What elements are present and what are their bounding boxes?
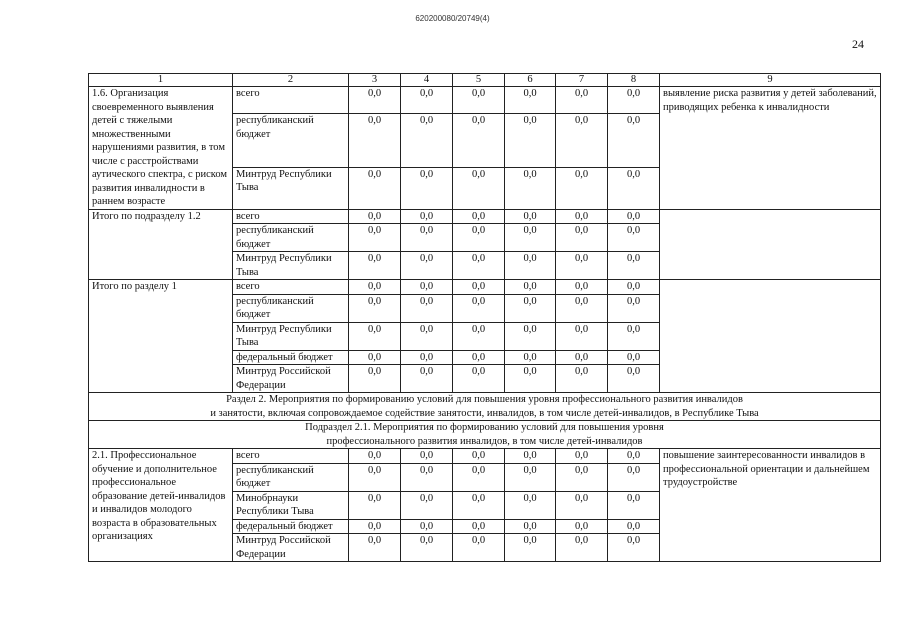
value-cell: 0,0 [401, 534, 453, 562]
value-cell: 0,0 [505, 350, 556, 365]
value-cell: 0,0 [349, 491, 401, 519]
value-cell: 0,0 [556, 519, 608, 534]
funding-source: республиканский бюджет [233, 224, 349, 252]
subsection-2-1-line-2: профессионального развития инвалидов, в том числе детей-инвалидов [326, 435, 643, 447]
value-cell: 0,0 [505, 322, 556, 350]
value-cell: 0,0 [556, 209, 608, 224]
value-cell: 0,0 [608, 519, 660, 534]
program-table [88, 73, 881, 562]
value-cell: 0,0 [608, 463, 660, 491]
table-row [89, 280, 881, 295]
expected-result [660, 209, 881, 280]
value-cell: 0,0 [556, 463, 608, 491]
value-cell: 0,0 [401, 252, 453, 280]
funding-source: Минтруд Российской Федерации [233, 365, 349, 393]
value-cell: 0,0 [608, 534, 660, 562]
value-cell: 0,0 [608, 252, 660, 280]
value-cell: 0,0 [349, 209, 401, 224]
value-cell: 0,0 [453, 209, 505, 224]
value-cell: 0,0 [556, 280, 608, 295]
value-cell: 0,0 [556, 252, 608, 280]
value-cell: 0,0 [401, 491, 453, 519]
value-cell: 0,0 [401, 463, 453, 491]
funding-source: Минтруд Российской Федерации [233, 534, 349, 562]
document-id: 620200080/20749(4) [415, 14, 490, 23]
table-row [89, 209, 881, 224]
value-cell: 0,0 [608, 294, 660, 322]
value-cell: 0,0 [349, 87, 401, 114]
value-cell: 0,0 [453, 365, 505, 393]
expected-result: выявление риска развития у детей заболеваний, приводящих ребенка к инвалидности [660, 87, 881, 210]
value-cell: 0,0 [556, 87, 608, 114]
measure-name: Итого по подразделу 1.2 [89, 209, 233, 280]
value-cell: 0,0 [349, 519, 401, 534]
value-cell: 0,0 [349, 350, 401, 365]
expected-result: повышение заинтересованности инвалидов в профессиональной ориентации и дальнейшем трудоустройстве [660, 449, 881, 562]
value-cell: 0,0 [608, 322, 660, 350]
value-cell: 0,0 [453, 463, 505, 491]
value-cell: 0,0 [556, 449, 608, 464]
expected-result [660, 280, 881, 393]
value-cell: 0,0 [505, 252, 556, 280]
funding-source: федеральный бюджет [233, 519, 349, 534]
value-cell: 0,0 [401, 114, 453, 167]
value-cell: 0,0 [401, 87, 453, 114]
value-cell: 0,0 [349, 534, 401, 562]
table-row [89, 449, 881, 464]
col-header: 8 [608, 74, 660, 87]
value-cell: 0,0 [401, 209, 453, 224]
value-cell: 0,0 [505, 294, 556, 322]
value-cell: 0,0 [608, 365, 660, 393]
value-cell: 0,0 [401, 519, 453, 534]
subsection-2-1-line-1: Подраздел 2.1. Мероприятия по формированию условий для повышения уровня [305, 422, 664, 433]
value-cell: 0,0 [349, 280, 401, 295]
funding-source: республиканский бюджет [233, 294, 349, 322]
value-cell: 0,0 [556, 167, 608, 209]
value-cell: 0,0 [556, 365, 608, 393]
value-cell: 0,0 [453, 224, 505, 252]
section-header-row [89, 393, 881, 421]
value-cell: 0,0 [401, 294, 453, 322]
value-cell: 0,0 [453, 294, 505, 322]
value-cell: 0,0 [505, 87, 556, 114]
col-header: 7 [556, 74, 608, 87]
value-cell: 0,0 [608, 449, 660, 464]
measure-name: 2.1. Профессиональное обучение и дополнительное профессиональное образование детей-инвалидов и инвалидов молодого возраста в образовательных организациях [89, 449, 233, 562]
value-cell: 0,0 [349, 449, 401, 464]
value-cell: 0,0 [608, 87, 660, 114]
value-cell: 0,0 [505, 365, 556, 393]
value-cell: 0,0 [608, 167, 660, 209]
value-cell: 0,0 [505, 114, 556, 167]
value-cell: 0,0 [349, 114, 401, 167]
col-header: 2 [233, 74, 349, 87]
value-cell: 0,0 [453, 114, 505, 167]
col-header: 1 [89, 74, 233, 87]
value-cell: 0,0 [608, 224, 660, 252]
value-cell: 0,0 [505, 463, 556, 491]
value-cell: 0,0 [505, 449, 556, 464]
funding-source: республиканский бюджет [233, 463, 349, 491]
value-cell: 0,0 [556, 114, 608, 167]
value-cell: 0,0 [608, 209, 660, 224]
value-cell: 0,0 [453, 252, 505, 280]
value-cell: 0,0 [453, 350, 505, 365]
value-cell: 0,0 [349, 463, 401, 491]
value-cell: 0,0 [453, 167, 505, 209]
value-cell: 0,0 [556, 322, 608, 350]
value-cell: 0,0 [401, 167, 453, 209]
col-header: 4 [401, 74, 453, 87]
col-header: 5 [453, 74, 505, 87]
value-cell: 0,0 [349, 224, 401, 252]
value-cell: 0,0 [608, 491, 660, 519]
value-cell: 0,0 [505, 209, 556, 224]
value-cell: 0,0 [453, 519, 505, 534]
col-header: 9 [660, 74, 881, 87]
value-cell: 0,0 [349, 252, 401, 280]
funding-source: Минтруд Республики Тыва [233, 167, 349, 209]
value-cell: 0,0 [401, 350, 453, 365]
subsection-2-1-title [89, 421, 881, 449]
value-cell: 0,0 [453, 87, 505, 114]
measure-name: Итого по разделу 1 [89, 280, 233, 393]
value-cell: 0,0 [453, 322, 505, 350]
value-cell: 0,0 [453, 449, 505, 464]
page-number: 24 [852, 37, 864, 51]
value-cell: 0,0 [505, 280, 556, 295]
col-header: 3 [349, 74, 401, 87]
funding-source: всего [233, 449, 349, 464]
value-cell: 0,0 [401, 449, 453, 464]
value-cell: 0,0 [453, 491, 505, 519]
value-cell: 0,0 [505, 534, 556, 562]
section-2-title [89, 393, 881, 421]
funding-source: всего [233, 87, 349, 114]
value-cell: 0,0 [349, 365, 401, 393]
value-cell: 0,0 [505, 224, 556, 252]
funding-source: Минтруд Республики Тыва [233, 252, 349, 280]
value-cell: 0,0 [401, 322, 453, 350]
column-number-row [89, 74, 881, 87]
value-cell: 0,0 [453, 280, 505, 295]
value-cell: 0,0 [401, 224, 453, 252]
table-row [89, 87, 881, 114]
section-2-line-1: Раздел 2. Мероприятия по формированию условий для повышения уровня профессионального развития инвалидов [226, 394, 743, 405]
funding-source: Минтруд Республики Тыва [233, 322, 349, 350]
value-cell: 0,0 [505, 519, 556, 534]
col-header: 6 [505, 74, 556, 87]
measure-name: 1.6. Организация своевременного выявления детей с тяжелыми множественными нарушениями развития, в том числе с расстройствами аутического спектра, с риском развития инвалидности в раннем возрасте [89, 87, 233, 210]
funding-source: Минобрнауки Республики Тыва [233, 491, 349, 519]
value-cell: 0,0 [505, 491, 556, 519]
value-cell: 0,0 [608, 280, 660, 295]
value-cell: 0,0 [453, 534, 505, 562]
subsection-header-row [89, 421, 881, 449]
value-cell: 0,0 [401, 365, 453, 393]
funding-source: республиканский бюджет [233, 114, 349, 167]
value-cell: 0,0 [556, 350, 608, 365]
value-cell: 0,0 [401, 280, 453, 295]
value-cell: 0,0 [556, 224, 608, 252]
funding-source: всего [233, 209, 349, 224]
value-cell: 0,0 [349, 294, 401, 322]
value-cell: 0,0 [349, 167, 401, 209]
funding-source: федеральный бюджет [233, 350, 349, 365]
value-cell: 0,0 [608, 114, 660, 167]
value-cell: 0,0 [556, 534, 608, 562]
funding-source: всего [233, 280, 349, 295]
value-cell: 0,0 [556, 491, 608, 519]
section-2-line-2: и занятости, включая сопровождаемое содействие занятости, инвалидов, в том числе детей-инвалидов, в Республике Тыва [210, 407, 759, 419]
value-cell: 0,0 [505, 167, 556, 209]
value-cell: 0,0 [608, 350, 660, 365]
value-cell: 0,0 [349, 322, 401, 350]
value-cell: 0,0 [556, 294, 608, 322]
